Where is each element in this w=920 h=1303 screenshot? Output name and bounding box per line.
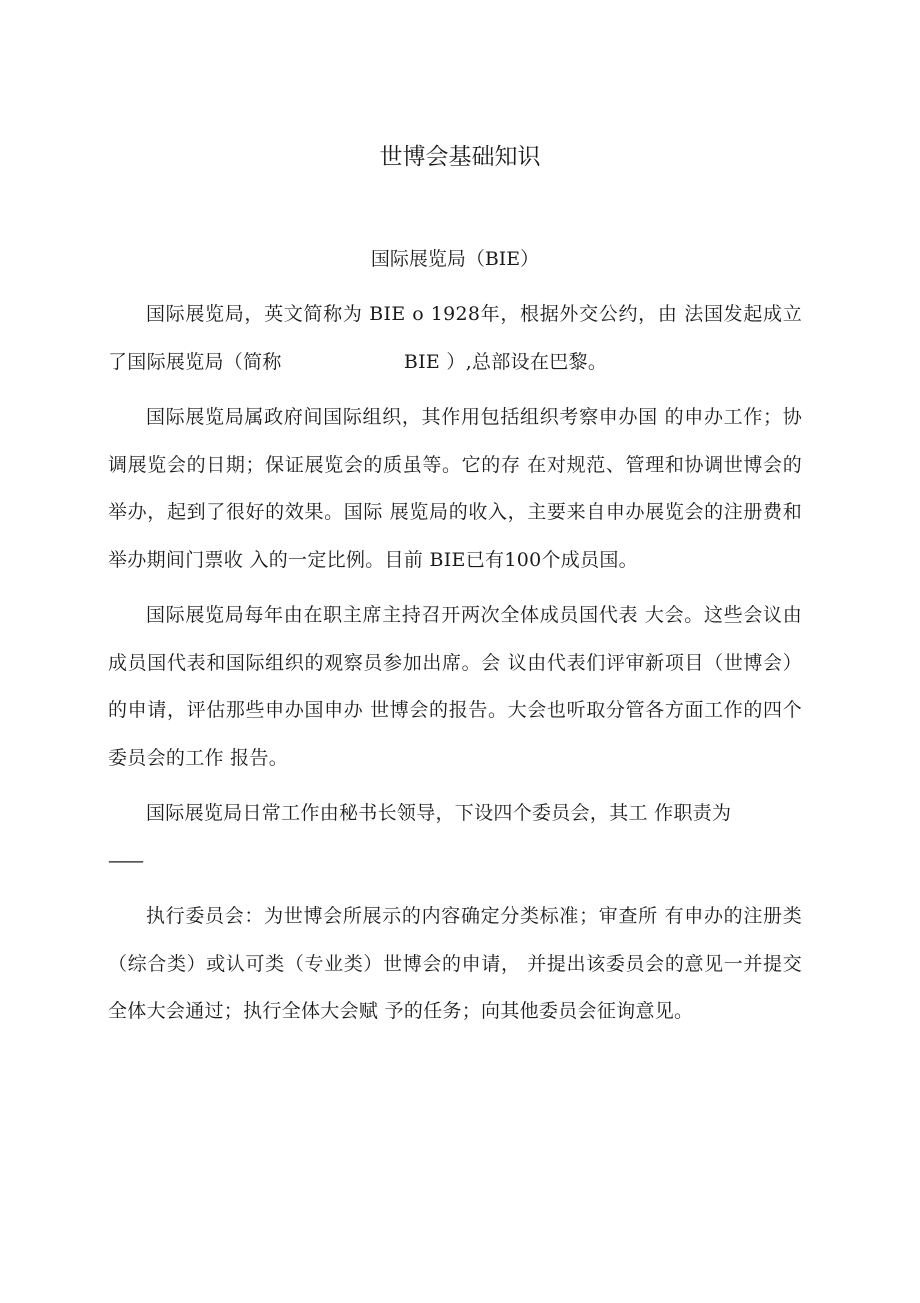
paragraph-secretariat-text: 国际展览局日常工作由秘书长领导，下设四个委员会，其工 作职责为 xyxy=(146,802,732,824)
paragraph-assembly: 国际展览局每年由在职主席主持召开两次全体成员国代表 大会。这些会议由成员国代表和国际组织的观察员参加出席。会 议由代表们评审新项目（世博会）的申请，评估那些申办国申办 世博会的报告。大会也听取分管各方面工作的四个委员会的工作 报告。 xyxy=(108,604,802,769)
dash-line: —— xyxy=(108,849,142,872)
paragraph-executive-committee: 执行委员会：为世博会所展示的内容确定分类标准；审查所 有申办的注册类（综合类）或认可类（专业类）世博会的申请， 并提出该委员会的意见一并提交全体大会通过；执行全体大会赋 予的任务；向其他委员会征询意见。 xyxy=(108,905,802,1022)
paragraph-intro: 国际展览局，英文简称为 BIE o 1928年，根据外交公约，由 法国发起成立了国际展览局（简称 BIE ）,总部设在巴黎。 xyxy=(108,303,802,373)
document-title: 世博会基础知识 xyxy=(379,144,541,170)
document-body xyxy=(108,291,802,1044)
paragraph-role: 国际展览局属政府间国际组织，其作用包括组织考察申办国 的申办工作；协调展览会的日期；保证展览会的质虽等。它的存 在对规范、管理和协调世博会的举办，起到了很好的效果。国际 展览局的收入，主要来自申办展览会的注册费和举办期间门票收 入的一定比例。目前 BIE已有100个成员国。 xyxy=(108,406,802,571)
section-heading: 国际展览局（BIE） xyxy=(370,248,540,270)
paragraph-secretariat xyxy=(108,790,802,885)
